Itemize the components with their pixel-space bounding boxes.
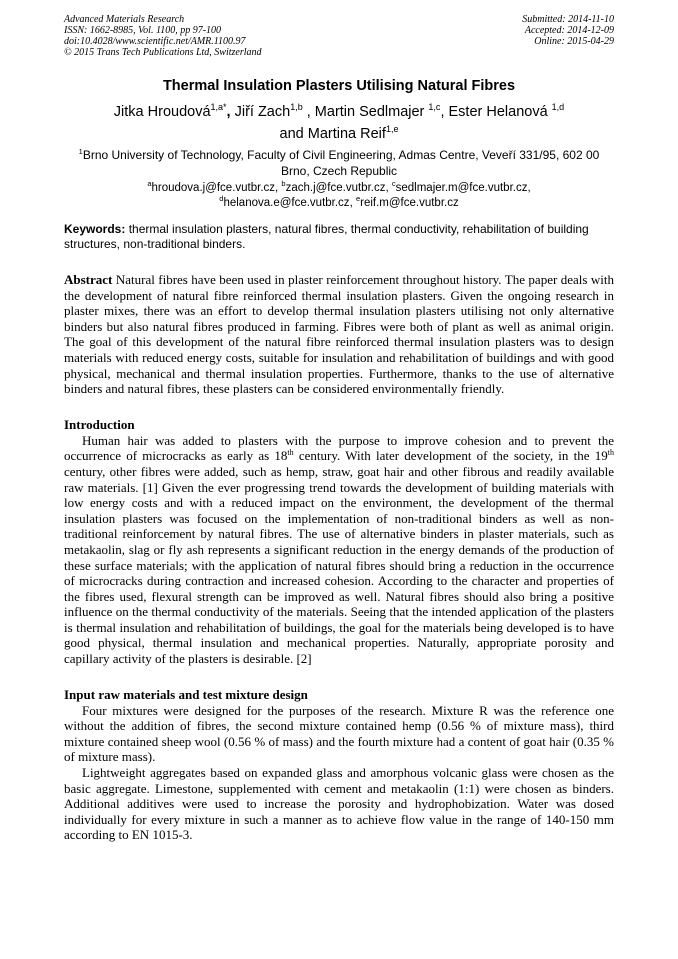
journal-info — [64, 14, 262, 58]
intro-text: Human hair was added to plasters with the purpose to improve cohesion and to prevent the occurrence of microcracks as early as 18 — [64, 432, 614, 464]
intro-text: century, other fibres were added, such as hemp, straw, goat hair and other fibrous and readily available raw materials. [1] Given the ever progressing trend towards the development of building materials with low energy costs and with a reduced impact on the environment, the development of the thermal insulation plasters was focused on the implementation of non-traditional binders as well as non-traditional reinforcement by natural fibres. The use of alternative binders in plaster materials, such as metakaolin, slag or fly ash represents a significant reduction in the energy demands of the production of these surface materials; with the application of natural fibres should bring a reduction in the occurrence of microcracks during contraction and increased cohesion. According to the character and properties of the fibres used, flexural strength can be improved as well. Natural fibres should also bring a positive influence on the thermal conductivity of the materials. Seeing that the intended application of the plasters is thermal insulation and rehabilitation of buildings, the goal for the materials being developed is to have good physical, thermal insulation and mechanical properties. Naturally, appropriate porosity and capillary activity of the plasters is desirable. [2] — [64, 463, 614, 667]
intro-text: century. With later development of the society, in the 19 — [293, 448, 608, 464]
journal-name: Advanced Materials Research — [64, 14, 185, 25]
submitted-date: Submitted: 2014-11-10 — [522, 14, 614, 25]
author-sup: 1,e — [385, 124, 399, 134]
author-name: Jiří Zach — [234, 104, 291, 120]
author-sup: 1,d — [551, 102, 565, 112]
email-link[interactable]: sedlmajer.m@fce.vutbr.cz — [395, 182, 528, 194]
intro-sup: th — [607, 448, 615, 458]
email-sup: d — [219, 194, 224, 203]
keywords — [64, 222, 614, 252]
publication-header — [64, 14, 614, 58]
email-link[interactable]: zach.j@fce.vutbr.cz — [285, 182, 386, 194]
email-link[interactable]: hroudova.j@fce.vutbr.cz — [151, 182, 276, 194]
issn: ISSN: 1662-8985, Vol. 1100, pp 97-100 — [64, 25, 222, 36]
input-paragraph-1: Four mixtures were designed for the purposes of the research. Mixture R was the reference one without the addition of fibres, the second mixture contained hemp (0.56 % of mixture mass), third mixture contained sheep wool (0.56 % of mass) and the fourth mixture had a content of goat hair (0.35 % of mixture mass). — [64, 702, 614, 765]
input-paragraph-2: Lightweight aggregates based on expanded glass and amorphous volcanic glass were chosen as the basic aggregate. Limestone, supplemented with cement and metakaolin (1:1) were chosen as binders. Additional additives were used to increase the porosity and hydrophobization. Water was dosed individually for every mixture in such a manner as to achieve flow value in the range of 140-150 mm according to EN 1015-3. — [64, 765, 614, 843]
copyright: © 2015 Trans Tech Publications Ltd, Switzerland — [64, 47, 262, 58]
introduction-heading: Introduction — [64, 416, 135, 432]
keywords-label: Keywords: — [64, 222, 126, 236]
accepted-date: Accepted: 2014-12-09 — [524, 25, 614, 36]
authors-and: and — [279, 126, 304, 142]
input-section-heading: Input raw materials and test mixture design — [64, 686, 308, 702]
email-sup: c — [391, 179, 396, 188]
abstract-text: Natural fibres have been used in plaster reinforcement throughout history. The paper deals with the development of natural fibre reinforced thermal insulation plasters. Given the ongoing research in plaster mixes, there was an effort to develop thermal insulation plasters utilising not only alternative binders but also natural fibres produced in farming. Fibres were both of plant as well as animal origin. The goal of this development of the natural fibre reinforced thermal insulation plasters was to design materials with reduced energy costs, suitable for insulation and rehabilitation of buildings and with good physical, mechanical and thermal insulation properties. Furthermore, thanks to the use of alternative binders and natural fibres, these plasters can be considered environmentally friendly. — [64, 272, 614, 397]
doi: doi:10.4028/www.scientific.net/AMR.1100.97 — [64, 36, 246, 47]
abstract-label: Abstract — [64, 272, 113, 287]
affiliation-line2: Brno, Czech Republic — [280, 164, 398, 178]
affiliation — [64, 147, 614, 179]
email-link[interactable]: reif.m@fce.vutbr.cz — [360, 197, 459, 209]
email-link[interactable]: helanova.e@fce.vutbr.cz — [223, 197, 350, 209]
author-sup: 1,c — [428, 102, 441, 112]
author-name: Martin Sedlmajer — [314, 104, 425, 120]
introduction-paragraph — [64, 433, 614, 667]
author-name: Ester Helanová — [448, 104, 548, 120]
email-sup: a — [147, 179, 152, 188]
paper-page — [64, 14, 614, 843]
keywords-text: thermal insulation plasters, natural fibres, thermal conductivity, rehabilitation of building structures, non-traditional binders. — [64, 222, 589, 251]
affiliation-line1: Brno University of Technology, Faculty of Civil Engineering, Admas Centre, Veveří 331/95, 602 00 — [82, 148, 600, 162]
dates-info — [522, 14, 614, 58]
affiliation-sup: 1 — [78, 147, 83, 156]
intro-sup: th — [287, 448, 294, 458]
abstract — [64, 272, 614, 397]
author-list: Jitka Hroudová$^{1,a*}$, Jiří Zach$^{1,b}$ , Martin Sedlmajer $^{1,c}$, Ester Helanová $^{1,d}$ and Martina Reif$^{1,e}$ — [113, 102, 565, 142]
author-name: Jitka Hroudová — [113, 104, 211, 120]
author-name: Martina Reif — [307, 126, 386, 142]
email-list: $^a$hroudova.j@fce.vutbr.cz, $^b$zach.j@fce.vutbr.cz, $^c$sedlmajer.m@fce.vutbr.cz, $^d$helanova.e@fce.vutbr.cz, $^e$reif.m@fce.vutbr.cz — [147, 179, 531, 209]
email-sup: e — [355, 194, 361, 203]
author-sup: 1,a* — [210, 102, 227, 112]
author-sup: 1,b — [290, 102, 303, 112]
online-date: Online: 2015-04-29 — [534, 36, 614, 47]
paper-title: Thermal Insulation Plasters Utilising Natural Fibres — [162, 78, 516, 94]
email-sup: b — [281, 179, 286, 188]
